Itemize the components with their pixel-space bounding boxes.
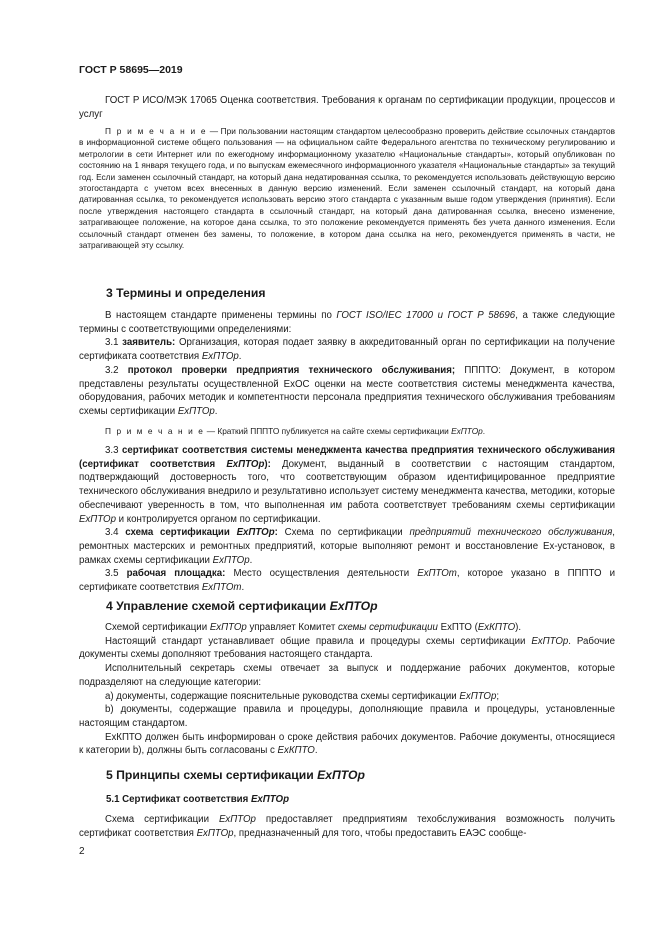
emphasis: ExПТОр <box>79 513 116 525</box>
text: 5 Принципы схемы сертификации <box>106 768 318 782</box>
text: . <box>249 554 253 566</box>
section-5 <box>79 768 615 782</box>
emphasis: ExПТОр <box>201 351 239 363</box>
term-name: заявитель: <box>122 337 176 349</box>
term-3-3 <box>79 444 615 526</box>
term-number: 3.3 <box>105 445 122 457</box>
section-4-p3: Исполнительный секретарь схемы отвечает за выпуск и поддержание рабочих документов, которые подразделяют на следующие категории: <box>79 663 615 688</box>
text: . <box>214 405 218 417</box>
section-5-body <box>79 813 615 840</box>
term-number: 3.4 <box>105 527 126 539</box>
text: , а также следующие термины с соответствующими определениями: <box>79 310 615 335</box>
term-3-1 <box>79 336 615 363</box>
text: ; <box>496 690 500 702</box>
section-3 <box>79 286 615 300</box>
emphasis: ExПТОр <box>196 827 234 839</box>
emphasis: ExПТОр <box>250 794 290 805</box>
text: и <box>433 310 448 321</box>
note-text: — При пользовании настоящим стандартом целесообразно проверить действие ссылочных стандартов в информационной системе общего пользования — на официальном сайте Федерального агентства по техническому регулированию и метрологии в сети Интернет или по ежегодному информационному указателю «Национальные стандарты», который опубликован по состоянию на 1 января текущего года, и по выпускам ежемесячного информационного указателя «Национальные стандарты» за текущий год. Если заменен ссылочный стандарт, на который дана недатированная ссылка, то рекомендуется использовать действующую версию этогостандарта с учетом всех внесенных в данную версию изменений. Если заменен ссылочный стандарт, на который дана датированная ссылка, то рекомендуется использовать версию этого стандарта с указанным выше годом утверждения (принятия). Если после утверждения настоящего стандарта в ссылочный стандарт, на который дана датированная ссылка, внесено изменение, затрагивающее положение, на которое дана ссылка, то это положение рекомендуется применять без учета данного изменения. Если ссылочный стандарт отменен без замены, то положение, в котором дана ссылка на него, рекомендуется применять в части, не затрагивающей эту ссылку. <box>79 126 615 251</box>
emphasis: ExПТОр <box>218 814 256 825</box>
text: предоставляет предприятиям техобслуживания возможность получить сертификат соответствия <box>79 814 615 839</box>
section-4 <box>79 599 615 613</box>
term-name: сертификат соответствия системы менеджмента качества предприятия технического обслуживания (сертификат соответствия <box>79 445 615 470</box>
text: Настоящий стандарт устанавливает общие правила и процедуры схемы сертификации <box>105 635 532 647</box>
emphasis: ExПТОр <box>212 554 250 566</box>
emphasis: ExПТОр <box>236 527 275 539</box>
subsection-5-1-title <box>79 794 615 805</box>
emphasis: ExПТОр <box>177 405 215 417</box>
emphasis: ExПТОр <box>329 599 378 613</box>
emphasis: ExПТОт <box>417 568 457 580</box>
emphasis: ExПТОт <box>201 582 242 594</box>
note-paragraph <box>79 126 615 251</box>
term-definition: Схема по сертификации <box>277 527 410 539</box>
note-3-2 <box>79 426 615 437</box>
term-3-2 <box>79 364 615 419</box>
section-5-title <box>79 768 615 782</box>
note-text: — Краткий ПППТО публикуется на сайте схемы сертификации <box>204 425 452 436</box>
note-label: П р и м е ч а н и е <box>105 425 205 436</box>
emphasis: ExПТОр <box>317 768 365 782</box>
text: Схемой сертификации <box>105 622 210 633</box>
section-4-item-b: b) документы, содержащие правила и процедуры, дополняющие правила и процедуры, установленные настоящим стандартом. <box>79 704 615 729</box>
section-5-1 <box>79 794 615 805</box>
emphasis: ExПТОр <box>531 635 569 647</box>
text: 4 Управление схемой сертификации <box>106 599 330 613</box>
text: . <box>314 745 318 757</box>
term-3-5 <box>79 567 615 594</box>
section-4-p6 <box>79 731 615 758</box>
text: ExПТО ( <box>437 622 478 633</box>
text: : <box>274 527 278 539</box>
text: ): <box>264 458 271 470</box>
term-definition: Организация, которая подает заявку в аккредитованный орган по сертификации на получение сертификата соответствия <box>79 337 615 363</box>
term-number: 3.5 <box>105 568 127 580</box>
text: , ремонтных мастерских и ремонтных предприятий, которые выполняют ремонт и восстановление Ex-установок, в рамках схемы сертификации <box>79 527 615 566</box>
emphasis: ExКПТО <box>277 745 315 757</box>
term-name: схема сертификации <box>125 527 237 539</box>
emphasis: ExПТОр <box>451 425 483 436</box>
reference-iso-17065: ГОСТ Р ИСО/МЭК 17065 Оценка соответствия. Требования к органам по сертификации продукции, процессов и услуг <box>79 95 615 120</box>
text: . <box>482 425 486 436</box>
section-5-p1 <box>79 813 615 840</box>
normative-references <box>79 94 615 121</box>
section-4-p1 <box>79 621 615 635</box>
text: 5.1 Сертификат соответствия <box>106 794 251 805</box>
text: . Рабочие документы схемы дополняют требования настоящего стандарта. <box>79 635 615 661</box>
term-definition: Документ, выданный в соответствии с настоящим стандартом, подтверждающий достоверность того, что соответствующим образом идентифицированное предприятие технического обслуживания внедрило и результативно использует систему менеджмента качества, методики, которые обеспечивают уверенность в том, что выполненная им работа соответствует требованиям схемы сертификации <box>79 458 615 511</box>
emphasis: ExПТОр <box>209 622 247 633</box>
emphasis: схемы сертификации <box>337 622 438 633</box>
text: и контролируется органом по сертификации. <box>115 513 321 525</box>
text: ). <box>515 622 522 633</box>
section-4-body <box>79 621 615 758</box>
section-3-intro <box>79 309 615 336</box>
document-header: ГОСТ Р 58695—2019 <box>79 64 183 76</box>
text: , предназначенный для того, чтобы предоставить ЕАЭС сообще- <box>233 827 527 839</box>
text: а) документы, содержащие пояснительные руководства схемы сертификации <box>105 690 460 702</box>
emphasis: ExПТОр <box>459 690 497 702</box>
note-label: П р и м е ч а н и е <box>105 126 208 136</box>
section-4-title <box>79 599 615 613</box>
emphasis: предприятий технического обслуживания <box>409 527 613 539</box>
term-name: протокол проверки предприятия технического обслуживания; <box>127 364 456 376</box>
emphasis: ExПТОр <box>226 458 265 470</box>
term-name: рабочая площадка: <box>126 568 226 580</box>
section-4-p2 <box>79 635 615 662</box>
term-number: 3.2 <box>105 364 128 376</box>
text: В настоящем стандарте применены термины по <box>105 310 337 321</box>
ref-gost-58696: ГОСТ Р 58696 <box>447 310 516 321</box>
term-3-4 <box>79 526 615 567</box>
page-number: 2 <box>79 846 85 857</box>
emphasis: ExКПТО <box>477 622 516 633</box>
ref-gost-17000: ГОСТ ISO/IEC 17000 <box>336 310 434 321</box>
section-3-title: 3 Термины и определения <box>106 286 266 300</box>
term-number: 3.1 <box>105 337 123 349</box>
text: Схема сертификации <box>105 814 219 825</box>
text: управляет Комитет <box>246 622 338 633</box>
text: , которое указано в ПППТО и сертификате соответствия <box>79 568 615 594</box>
term-definition: Место осуществления деятельности <box>225 568 418 580</box>
text: ExКПТО должен быть информирован о сроке действия рабочих документов. Рабочие документы, относящиеся к категории b), должны быть согласованы c <box>79 731 615 757</box>
section-3-body <box>79 309 615 595</box>
text: . <box>241 582 245 594</box>
text: . <box>238 351 242 363</box>
term-definition: ПППТО: Документ, в котором представлены результаты осуществленной ExOC оценки на месте соответствия системы менеджмента качества, оборудования, рабочих методик и компетентности персонала предприятия технического обслуживания требованиям схемы сертификации <box>79 364 615 417</box>
note-references <box>79 126 615 251</box>
section-4-item-a <box>79 690 615 704</box>
